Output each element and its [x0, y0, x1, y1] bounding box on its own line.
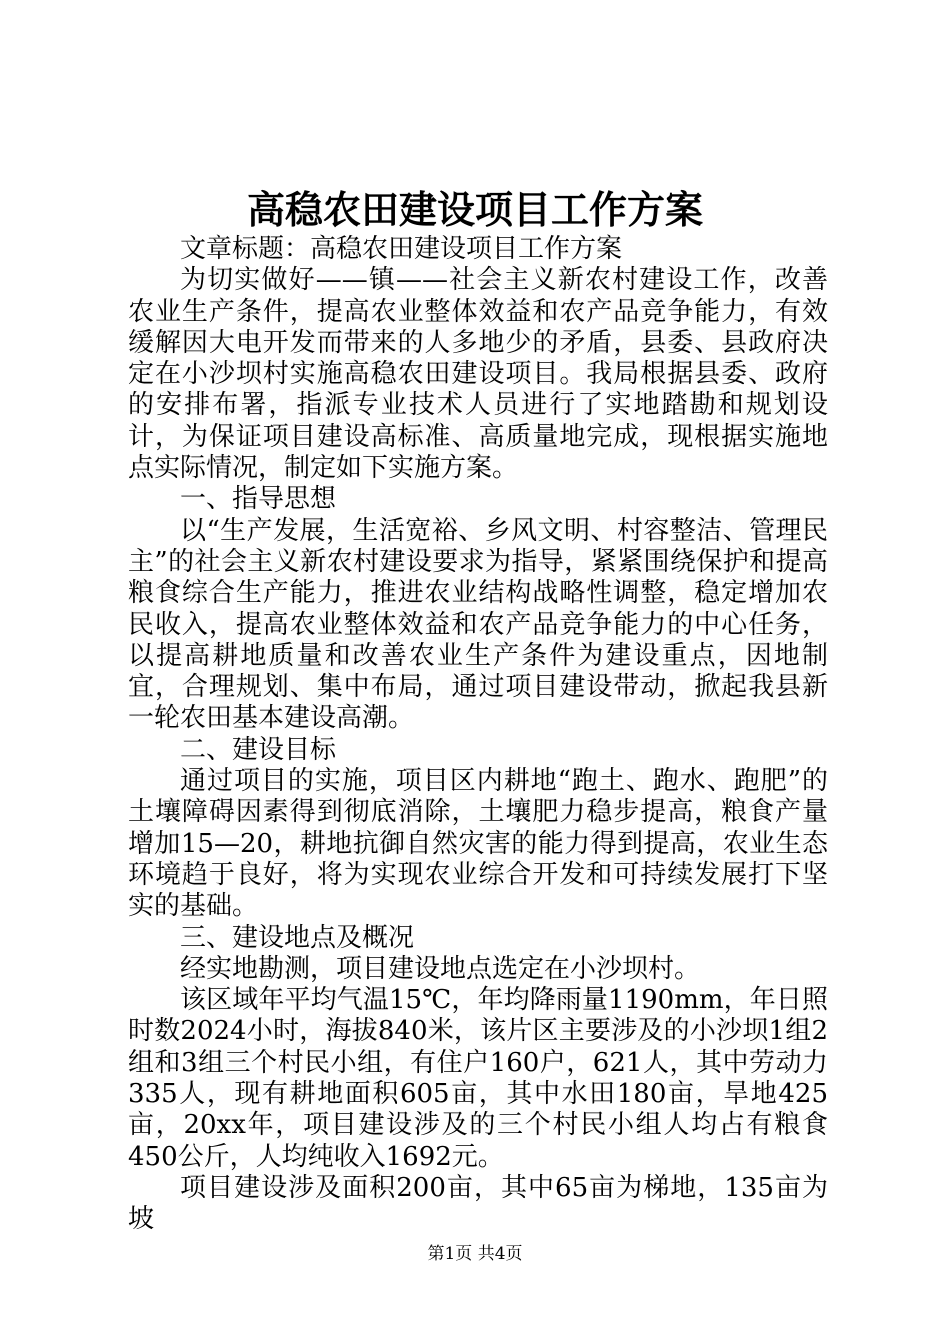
section-heading-guiding-ideology: 一、指导思想	[180, 484, 337, 515]
paragraph-intro: 为切实做好——镇——社会主义新农村建设工作，改善农业生产条件，提高农业整体效益和农产品竞争能力，有效缓解因大电开发而带来的人多地少的矛盾，县委、县政府决定在小沙坝村实施高稳农田建设项目。我局根据县委、政府的安排布署，指派专业技术人员进行了实地踏勘和规划设计，为保证项目建设高标准、高质量地完成，现根据实施地点实际情况，制定如下实施方案。	[128, 265, 828, 484]
document-title: 高稳农田建设项目工作方案	[246, 187, 703, 232]
document-body	[128, 234, 828, 1236]
page-number-footer: 第1页 共4页	[427, 1244, 523, 1264]
paragraph-article-title: 文章标题：高稳农田建设项目工作方案	[180, 234, 623, 264]
paragraph-location: 经实地勘测，项目建设地点选定在小沙坝村。	[180, 953, 701, 984]
paragraph-area-statistics: 该区域年平均气温15℃，年均降雨量1190mm，年日照时数2024小时，海拔840米，该片区主要涉及的小沙坝1组2组和3组三个村民小组，有住户160户，621人，其中劳动力335人，现有耕地面积605亩，其中水田180亩，旱地425亩，20xx年，项目建设涉及的三个村民小组人均占有粮食450公斤，人均纯收入1692元。	[128, 985, 828, 1172]
paragraph-construction-goals: 通过项目的实施，项目区内耕地“跑土、跑水、跑肥”的土壤障碍因素得到彻底消除，土壤肥力稳步提高，粮食产量增加15—20，耕地抗御自然灾害的能力得到提高，农业生态环境趋于良好，将为实现农业综合开发和可持续发展打下坚实的基础。	[128, 766, 828, 922]
section-heading-location-overview: 三、建设地点及概况	[180, 922, 415, 953]
paragraph-project-area: 项目建设涉及面积200亩，其中65亩为梯地，135亩为坡	[128, 1172, 828, 1235]
section-heading-construction-goals: 二、建设目标	[180, 734, 337, 765]
paragraph-guiding-ideology: 以“生产发展，生活宽裕、乡风文明、村容整洁、管理民主”的社会主义新农村建设要求为指导，紧紧围绕保护和提高粮食综合生产能力，推进农业结构战略性调整，稳定增加农民收入，提高农业整体效益和农产品竞争能力的中心任务，以提高耕地质量和改善农业生产条件为建设重点，因地制宜，合理规划、集中布局，通过项目建设带动，掀起我县新一轮农田基本建设高潮。	[128, 515, 828, 734]
